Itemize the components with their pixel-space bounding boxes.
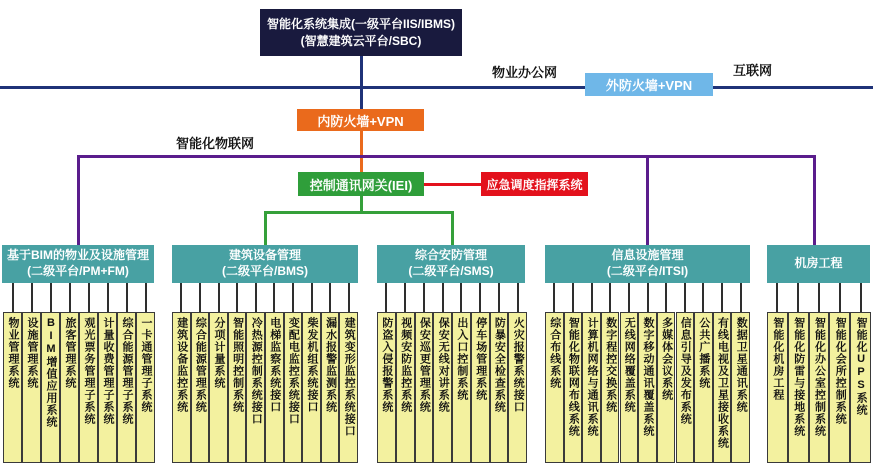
group-head-pm-fm <box>2 245 154 283</box>
group-head-sms <box>377 245 525 283</box>
system-label: 多媒体会议系统 <box>660 317 673 401</box>
trunk-top-line <box>360 56 363 110</box>
system-connector-bms-3 <box>218 283 220 312</box>
system-label: 设施管理系统 <box>26 317 38 389</box>
group-head-bms <box>172 245 358 283</box>
drop-line-sms <box>451 211 454 245</box>
system-connector-sms-7 <box>498 283 500 312</box>
system-label: 分项计量系统 <box>212 317 225 389</box>
system-box-sms-1 <box>377 312 396 463</box>
trunk-orange-line <box>360 131 363 173</box>
system-box-pm-fm-7 <box>117 312 136 463</box>
system-connector-pm-fm-5 <box>88 283 90 312</box>
office-network-label: 物业办公网 <box>492 65 558 80</box>
system-label: 智能化机房工程 <box>771 317 784 401</box>
system-box-bms-3 <box>209 312 228 463</box>
system-connector-itsi-10 <box>721 283 723 312</box>
system-label: 智能化物联网布线系统 <box>567 317 580 437</box>
system-label: 建筑设备监控系统 <box>175 317 188 413</box>
system-connector-bms-1 <box>180 283 182 312</box>
system-box-itsi-5 <box>620 312 639 463</box>
system-box-machine-room-2 <box>788 312 809 463</box>
system-box-sms-3 <box>415 312 434 463</box>
system-box-machine-room-3 <box>809 312 830 463</box>
group-head-machine-room-line1: 机房工程 <box>794 256 843 271</box>
integration-platform-box <box>260 9 462 56</box>
system-connector-itsi-3 <box>591 283 593 312</box>
system-box-machine-room-5 <box>850 312 871 463</box>
iot-network-label: 智能化物联网 <box>176 136 255 151</box>
system-box-bms-8 <box>302 312 321 463</box>
integration-platform-line2: (智慧建筑云平台/SBC) <box>300 33 422 48</box>
control-gateway-box: 控制通讯网关(IEI) <box>298 172 424 196</box>
group-head-itsi-line2: (二级平台/ITSI) <box>606 264 689 278</box>
system-label: 保安巡更管理系统 <box>418 317 431 413</box>
emergency-dispatch-box: 应急调度指挥系统 <box>481 172 588 196</box>
system-connector-pm-fm-1 <box>12 283 14 312</box>
system-box-machine-room-4 <box>829 312 850 463</box>
internal-firewall-box: 内防火墙+VPN <box>297 109 424 131</box>
system-connector-bms-2 <box>199 283 201 312</box>
drop-line-machine-room <box>813 155 816 245</box>
system-label: 无线网络覆盖系统 <box>623 317 636 413</box>
system-box-pm-fm-8 <box>136 312 155 463</box>
iot-network-line <box>77 155 816 158</box>
system-label: 出入口控制系统 <box>455 317 468 401</box>
system-connector-itsi-1 <box>553 283 555 312</box>
system-connector-bms-6 <box>273 283 275 312</box>
system-box-machine-room-1 <box>767 312 788 463</box>
system-box-bms-7 <box>284 312 303 463</box>
system-label: 视频安防监控系统 <box>399 317 412 413</box>
system-label: 智能化会所控制系统 <box>834 317 847 425</box>
system-connector-itsi-7 <box>665 283 667 312</box>
system-label: 柴发机组系统接口 <box>305 317 318 413</box>
system-connector-itsi-2 <box>572 283 574 312</box>
system-box-bms-6 <box>265 312 284 463</box>
system-label: 变配电监控系统接口 <box>287 317 300 425</box>
group-head-sms-line2: (二级平台/SMS) <box>408 264 494 278</box>
system-label: 冷热源控制系统接口 <box>250 317 263 425</box>
system-box-itsi-3 <box>582 312 601 463</box>
system-box-sms-2 <box>396 312 415 463</box>
system-label: 火灾报警系统接口 <box>512 317 525 413</box>
group-head-itsi-line1: 信息设施管理 <box>611 248 684 263</box>
system-box-sms-4 <box>433 312 452 463</box>
system-connector-pm-fm-2 <box>31 283 33 312</box>
system-label: BIM增值应用系统 <box>45 317 57 428</box>
internet-label: 互联网 <box>733 63 773 78</box>
system-connector-itsi-9 <box>702 283 704 312</box>
system-box-itsi-8 <box>676 312 695 463</box>
system-label: 一卡通管理子系统 <box>140 317 152 413</box>
system-label: 综合能源管理子系统 <box>121 317 133 425</box>
system-box-bms-1 <box>172 312 191 463</box>
system-label: 有线电视及卫星接收系统 <box>716 317 729 449</box>
system-label: 建筑变形监控系统接口 <box>343 317 356 437</box>
system-box-itsi-6 <box>638 312 657 463</box>
system-connector-sms-8 <box>517 283 519 312</box>
system-box-itsi-1 <box>545 312 564 463</box>
system-label: 数字移动通讯覆盖系统 <box>641 317 654 437</box>
system-connector-sms-3 <box>423 283 425 312</box>
system-connector-itsi-6 <box>647 283 649 312</box>
system-box-pm-fm-3 <box>41 312 60 463</box>
drop-line-pm-fm <box>77 155 80 245</box>
system-box-itsi-10 <box>713 312 732 463</box>
system-label: 旅客管理系统 <box>64 317 76 389</box>
system-connector-machine-room-4 <box>839 283 841 312</box>
system-label: 数据卫星通讯系统 <box>735 317 748 413</box>
system-connector-sms-4 <box>442 283 444 312</box>
system-connector-bms-7 <box>292 283 294 312</box>
group-head-bms-line2: (二级平台/BMS) <box>222 264 308 278</box>
system-connector-bms-8 <box>311 283 313 312</box>
system-box-itsi-11 <box>731 312 750 463</box>
system-connector-machine-room-1 <box>776 283 778 312</box>
system-connector-sms-6 <box>479 283 481 312</box>
group-head-pm-fm-line1: 基于BIM的物业及设施管理 <box>7 248 149 263</box>
system-label: 智能照明控制系统 <box>231 317 244 413</box>
system-label: 信息引导及发布系统 <box>679 317 692 425</box>
system-connector-pm-fm-6 <box>107 283 109 312</box>
system-label: 计量收费管理子系统 <box>102 317 114 425</box>
system-box-bms-2 <box>191 312 210 463</box>
system-label: 计算机网络与通讯系统 <box>586 317 599 437</box>
group-head-machine-room <box>767 245 870 283</box>
system-connector-itsi-5 <box>628 283 630 312</box>
drop-line-itsi <box>646 155 649 245</box>
system-box-pm-fm-5 <box>79 312 98 463</box>
system-connector-sms-1 <box>385 283 387 312</box>
system-box-itsi-4 <box>601 312 620 463</box>
group-head-pm-fm-line2: (二级平台/PM+FM) <box>27 264 129 278</box>
system-connector-bms-5 <box>255 283 257 312</box>
group-head-itsi <box>545 245 750 283</box>
system-connector-bms-10 <box>348 283 350 312</box>
system-label: 智能化防雷与接地系统 <box>792 317 805 437</box>
office-network-line <box>0 86 873 89</box>
system-label: 数字程控交换系统 <box>604 317 617 413</box>
system-box-sms-6 <box>471 312 490 463</box>
system-connector-pm-fm-7 <box>126 283 128 312</box>
system-label: 防盗入侵报警系统 <box>380 317 393 413</box>
system-connector-pm-fm-3 <box>50 283 52 312</box>
system-box-bms-9 <box>321 312 340 463</box>
system-box-bms-4 <box>228 312 247 463</box>
system-label: 综合布线系统 <box>548 317 561 389</box>
system-box-pm-fm-4 <box>60 312 79 463</box>
system-label: 保安无线对讲系统 <box>437 317 450 413</box>
system-box-bms-10 <box>339 312 358 463</box>
group-head-bms-line1: 建筑设备管理 <box>228 248 301 263</box>
system-label: 漏水报警监测系统 <box>324 317 337 413</box>
system-connector-sms-2 <box>404 283 406 312</box>
drop-line-bms <box>264 211 267 245</box>
system-box-sms-8 <box>508 312 527 463</box>
system-connector-sms-5 <box>460 283 462 312</box>
system-box-bms-5 <box>246 312 265 463</box>
system-box-sms-5 <box>452 312 471 463</box>
system-box-pm-fm-2 <box>22 312 41 463</box>
external-firewall-box: 外防火墙+VPN <box>585 73 713 96</box>
system-label: 物业管理系统 <box>7 317 19 389</box>
system-box-itsi-7 <box>657 312 676 463</box>
system-connector-pm-fm-8 <box>145 283 147 312</box>
system-label: 智能化办公室控制系统 <box>813 317 826 437</box>
gateway-bus-line <box>264 211 454 214</box>
group-head-sms-line1: 综合安防管理 <box>414 248 487 263</box>
integration-platform-line1: 智能化系统集成(一级平台IIS/IBMS) <box>267 17 455 32</box>
system-box-itsi-2 <box>564 312 583 463</box>
system-box-pm-fm-6 <box>98 312 117 463</box>
emergency-link-line <box>424 183 481 186</box>
system-label: 综合能源管理系统 <box>194 317 207 413</box>
system-label: 停车场管理系统 <box>474 317 487 401</box>
system-box-sms-7 <box>490 312 509 463</box>
system-label: 防暴安全检查系统 <box>493 317 506 413</box>
system-connector-bms-4 <box>236 283 238 312</box>
system-connector-machine-room-5 <box>860 283 862 312</box>
system-connector-machine-room-3 <box>818 283 820 312</box>
system-connector-bms-9 <box>329 283 331 312</box>
system-box-pm-fm-1 <box>3 312 22 463</box>
system-label: 公共广播系统 <box>697 317 710 389</box>
system-box-itsi-9 <box>694 312 713 463</box>
system-label: 观光票务管理子系统 <box>83 317 95 425</box>
system-connector-machine-room-2 <box>797 283 799 312</box>
system-connector-itsi-8 <box>684 283 686 312</box>
system-connector-pm-fm-4 <box>69 283 71 312</box>
system-label: 智能化UPS系统 <box>855 317 868 416</box>
system-label: 电梯监察系统接口 <box>268 317 281 413</box>
system-connector-itsi-11 <box>740 283 742 312</box>
system-connector-itsi-4 <box>609 283 611 312</box>
